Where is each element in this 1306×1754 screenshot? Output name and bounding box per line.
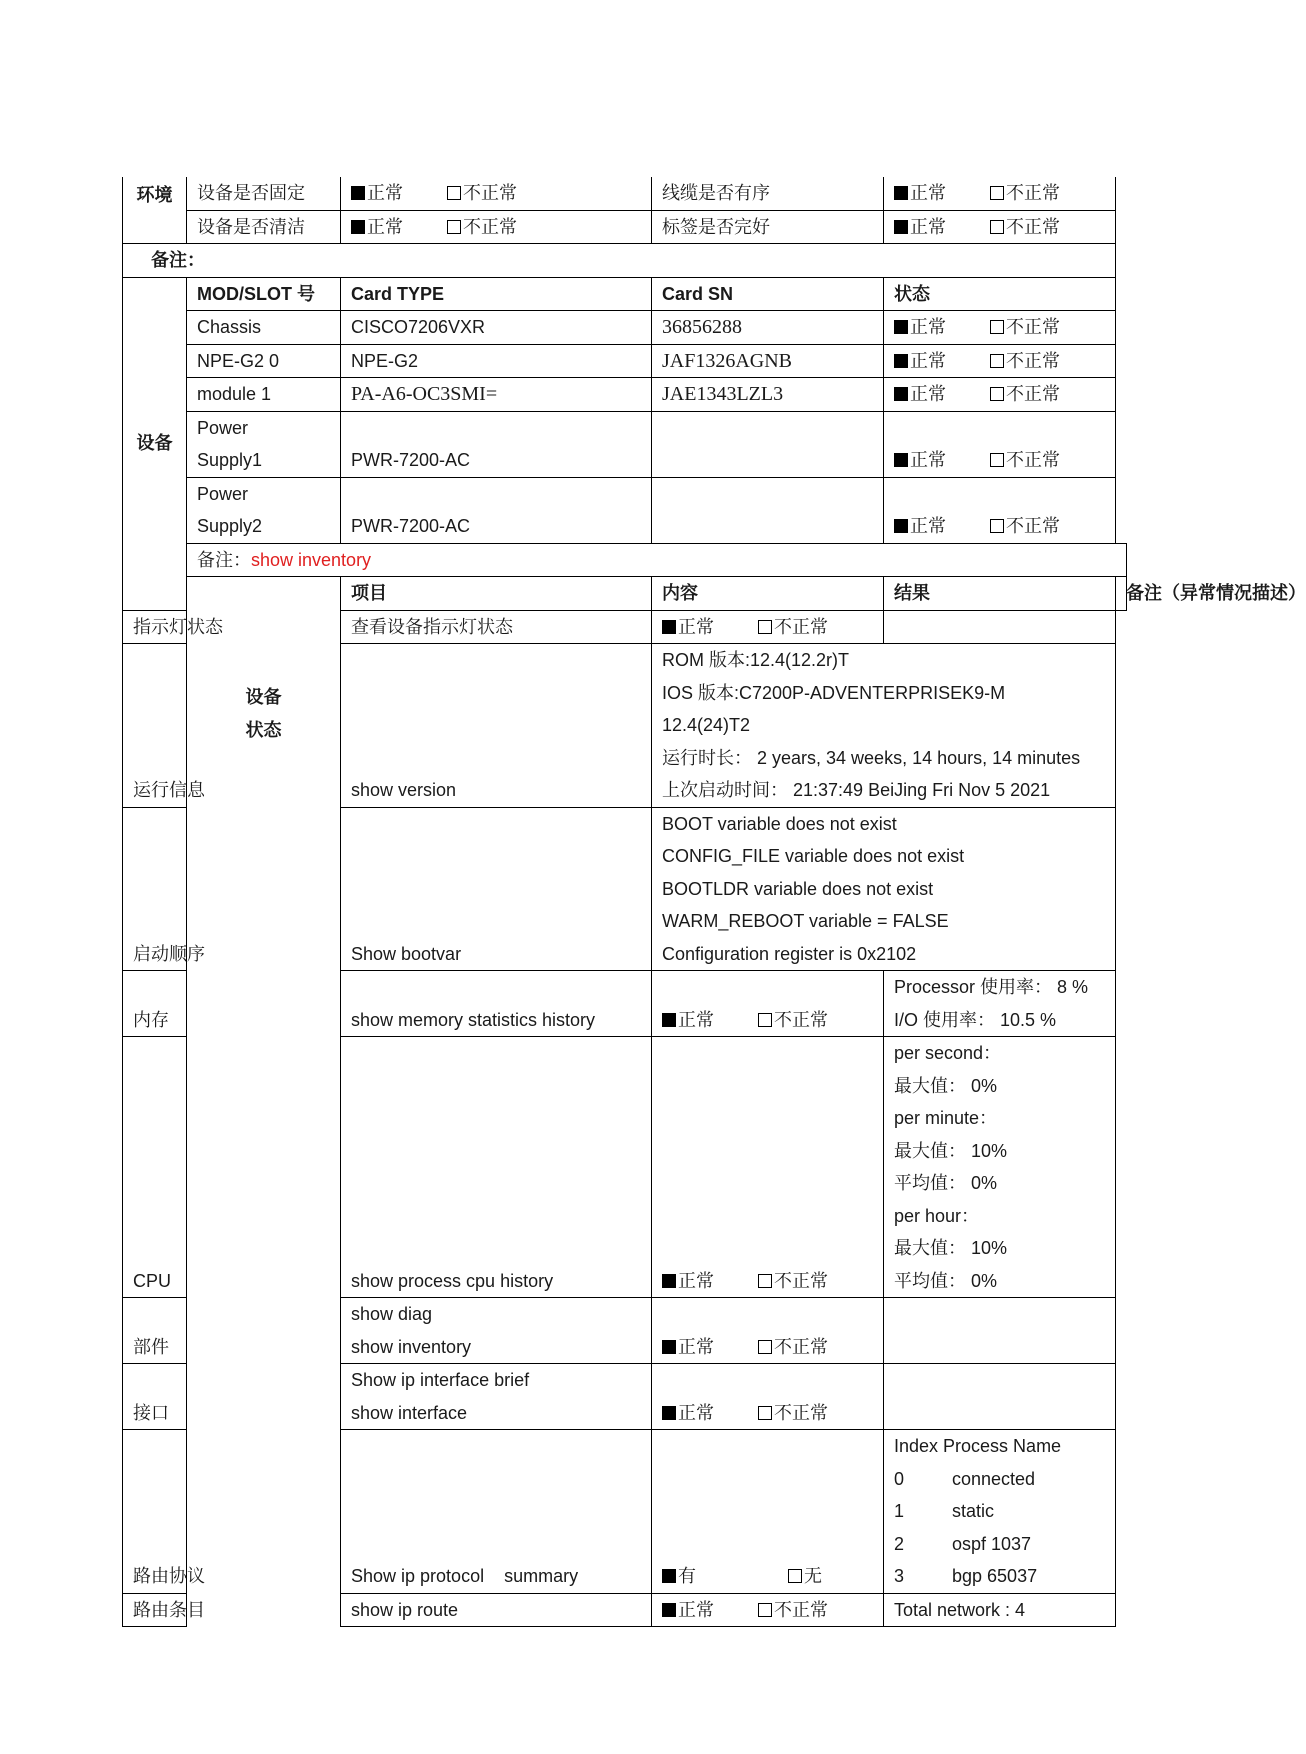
unchecked-box-icon[interactable]: [758, 1274, 772, 1288]
equipment-row: [123, 344, 1127, 378]
content-cell: show ip route: [341, 1593, 652, 1627]
card-type-cell: PA-A6-OC3SMI=: [341, 378, 652, 412]
equipment-remark: [187, 543, 1127, 577]
checked-box-icon[interactable]: [894, 519, 908, 533]
status-checkbox-group: 正常 不正常: [884, 378, 1116, 412]
remark-cell: Processor 使用率： 8 % I/O 使用率： 10.5 %: [884, 971, 1116, 1037]
checked-box-icon[interactable]: [351, 186, 365, 200]
result-checkbox-group: 正常 不正常: [652, 1593, 884, 1627]
item-cell: 内存: [123, 971, 187, 1037]
card-type-cell: CISCO7206VXR: [341, 311, 652, 345]
card-type-cell: NPE-G2: [341, 344, 652, 378]
checked-box-icon[interactable]: [662, 1013, 676, 1027]
column-header: 内容: [652, 577, 884, 611]
remark-cell: Total network : 4: [884, 1593, 1116, 1627]
result-text: BOOT variable does not exist CONFIG_FILE variable does not exist BOOTLDR variable does not exist WARM_REBOOT variable = FALSE Configuration register is 0x2102: [652, 807, 1116, 971]
status-header-row: [123, 577, 1127, 611]
env-remark-row: [123, 244, 1127, 278]
result-checkbox-group: 正常 不正常: [652, 610, 884, 644]
unchecked-box-icon[interactable]: [990, 220, 1004, 234]
remark-cell: [884, 1298, 1116, 1364]
checked-box-icon[interactable]: [894, 186, 908, 200]
slot-cell: Power Supply2: [187, 477, 341, 543]
result-text: ROM 版本:12.4(12.2r)T IOS 版本:C7200P-ADVENTERPRISEK9-M 12.4(24)T2 运行时长： 2 years, 34 weeks, 14 hours, 14 minutes 上次启动时间： 21:37:49 BeiJing Fri Nov 5 2021: [652, 644, 1116, 808]
remark-label: 备注：: [197, 549, 251, 570]
equipment-section-label: 设备: [123, 277, 187, 610]
column-header: 结果: [884, 577, 1116, 611]
item-cell: 接口: [123, 1364, 187, 1430]
content-cell: show memory statistics history: [341, 971, 652, 1037]
result-checkbox-group: 正常 不正常: [652, 1298, 884, 1364]
column-header: MOD/SLOT 号: [187, 277, 341, 311]
checked-box-icon[interactable]: [662, 1406, 676, 1420]
item-cell: 路由协议: [123, 1430, 187, 1594]
env-item: 设备是否清洁: [187, 210, 341, 244]
column-header: 状态: [884, 277, 1116, 311]
card-type-cell: PWR-7200-AC: [341, 411, 652, 477]
card-type-cell: PWR-7200-AC: [341, 477, 652, 543]
equipment-remark-row: [123, 543, 1127, 577]
checked-box-icon[interactable]: [894, 354, 908, 368]
unchecked-box-icon[interactable]: [758, 1603, 772, 1617]
status-checkbox-group: 正常 不正常: [884, 311, 1116, 345]
env-row-2: [123, 210, 1127, 244]
env-item: 标签是否完好: [652, 210, 884, 244]
item-cell: 部件: [123, 1298, 187, 1364]
checked-box-icon[interactable]: [662, 1274, 676, 1288]
slot-cell: Chassis: [187, 311, 341, 345]
column-header: Card TYPE: [341, 277, 652, 311]
remark-cell: Index Process Name 0 connected 1 static 2 ospf 1037 3 bgp 65037: [884, 1430, 1116, 1594]
content-cell: show process cpu history: [341, 1037, 652, 1298]
env-remark-label: 备注：: [123, 244, 1116, 278]
column-header: 项目: [341, 577, 652, 611]
checked-box-icon[interactable]: [351, 220, 365, 234]
checked-box-icon[interactable]: [894, 220, 908, 234]
unchecked-box-icon[interactable]: [990, 519, 1004, 533]
checked-box-icon[interactable]: [662, 1569, 676, 1583]
column-header: 备注（异常情况描述）: [1116, 577, 1127, 611]
item-cell: 启动顺序: [123, 807, 187, 971]
status-checkbox-group: 正常 不正常: [884, 477, 1116, 543]
result-checkbox-group: 正常 不正常: [652, 1364, 884, 1430]
equipment-header-row: [123, 277, 1127, 311]
equipment-row: [123, 411, 1127, 477]
remark-cell: per second： 最大值： 0% per minute： 最大值： 10% 平均值： 0% per hour： 最大值： 10% 平均值： 0%: [884, 1037, 1116, 1298]
checked-box-icon[interactable]: [662, 1340, 676, 1354]
card-sn-cell: [652, 411, 884, 477]
remark-cell: [884, 1364, 1116, 1430]
item-cell: 指示灯状态: [123, 610, 187, 644]
card-sn-cell: [652, 477, 884, 543]
env-item: 设备是否固定: [187, 177, 341, 210]
env-row-1: [123, 177, 1127, 210]
remark-value: show inventory: [251, 549, 372, 570]
env-item: 线缆是否有序: [652, 177, 884, 210]
env-checkbox-group: 正常 不正常: [884, 177, 1116, 210]
result-checkbox-group: 有 无: [652, 1430, 884, 1594]
slot-cell: Power Supply1: [187, 411, 341, 477]
checked-box-icon[interactable]: [894, 453, 908, 467]
unchecked-box-icon[interactable]: [758, 620, 772, 634]
slot-cell: NPE-G2 0: [187, 344, 341, 378]
unchecked-box-icon[interactable]: [758, 1013, 772, 1027]
unchecked-box-icon[interactable]: [758, 1340, 772, 1354]
status-checkbox-group: 正常 不正常: [884, 344, 1116, 378]
item-cell: 路由条目: [123, 1593, 187, 1627]
unchecked-box-icon[interactable]: [758, 1406, 772, 1420]
env-checkbox-group: 正常 不正常: [341, 177, 652, 210]
column-header: Card SN: [652, 277, 884, 311]
slot-cell: module 1: [187, 378, 341, 412]
checked-box-icon[interactable]: [894, 320, 908, 334]
card-sn-cell: JAE1343LZL3: [652, 378, 884, 412]
env-checkbox-group: 正常 不正常: [341, 210, 652, 244]
unchecked-box-icon[interactable]: [990, 453, 1004, 467]
env-section-label: 环境: [123, 177, 187, 244]
equipment-row: [123, 311, 1127, 345]
unchecked-box-icon[interactable]: [447, 186, 461, 200]
card-sn-cell: JAF1326AGNB: [652, 344, 884, 378]
equipment-row: [123, 378, 1127, 412]
unchecked-box-icon[interactable]: [447, 220, 461, 234]
unchecked-box-icon[interactable]: [788, 1569, 802, 1583]
item-cell: 运行信息: [123, 644, 187, 808]
status-section-label: 设备 状态: [187, 577, 341, 1627]
content-cell: Show bootvar: [341, 807, 652, 971]
checked-box-icon[interactable]: [894, 387, 908, 401]
env-checkbox-group: 正常 不正常: [884, 210, 1116, 244]
status-checkbox-group: 正常 不正常: [884, 411, 1116, 477]
result-checkbox-group: 正常 不正常: [652, 1037, 884, 1298]
result-checkbox-group: 正常 不正常: [652, 971, 884, 1037]
remark-cell: [884, 610, 1116, 644]
content-cell: show version: [341, 644, 652, 808]
content-cell: show diag show inventory: [341, 1298, 652, 1364]
unchecked-box-icon[interactable]: [990, 387, 1004, 401]
inspection-table: [122, 177, 1306, 1627]
unchecked-box-icon[interactable]: [990, 186, 1004, 200]
checked-box-icon[interactable]: [662, 1603, 676, 1617]
content-cell: Show ip interface brief show interface: [341, 1364, 652, 1430]
checked-box-icon[interactable]: [662, 620, 676, 634]
item-cell: CPU: [123, 1037, 187, 1298]
unchecked-box-icon[interactable]: [990, 320, 1004, 334]
equipment-row: [123, 477, 1127, 543]
card-sn-cell: 36856288: [652, 311, 884, 345]
content-cell: Show ip protocol summary: [341, 1430, 652, 1594]
content-cell: 查看设备指示灯状态: [341, 610, 652, 644]
unchecked-box-icon[interactable]: [990, 354, 1004, 368]
